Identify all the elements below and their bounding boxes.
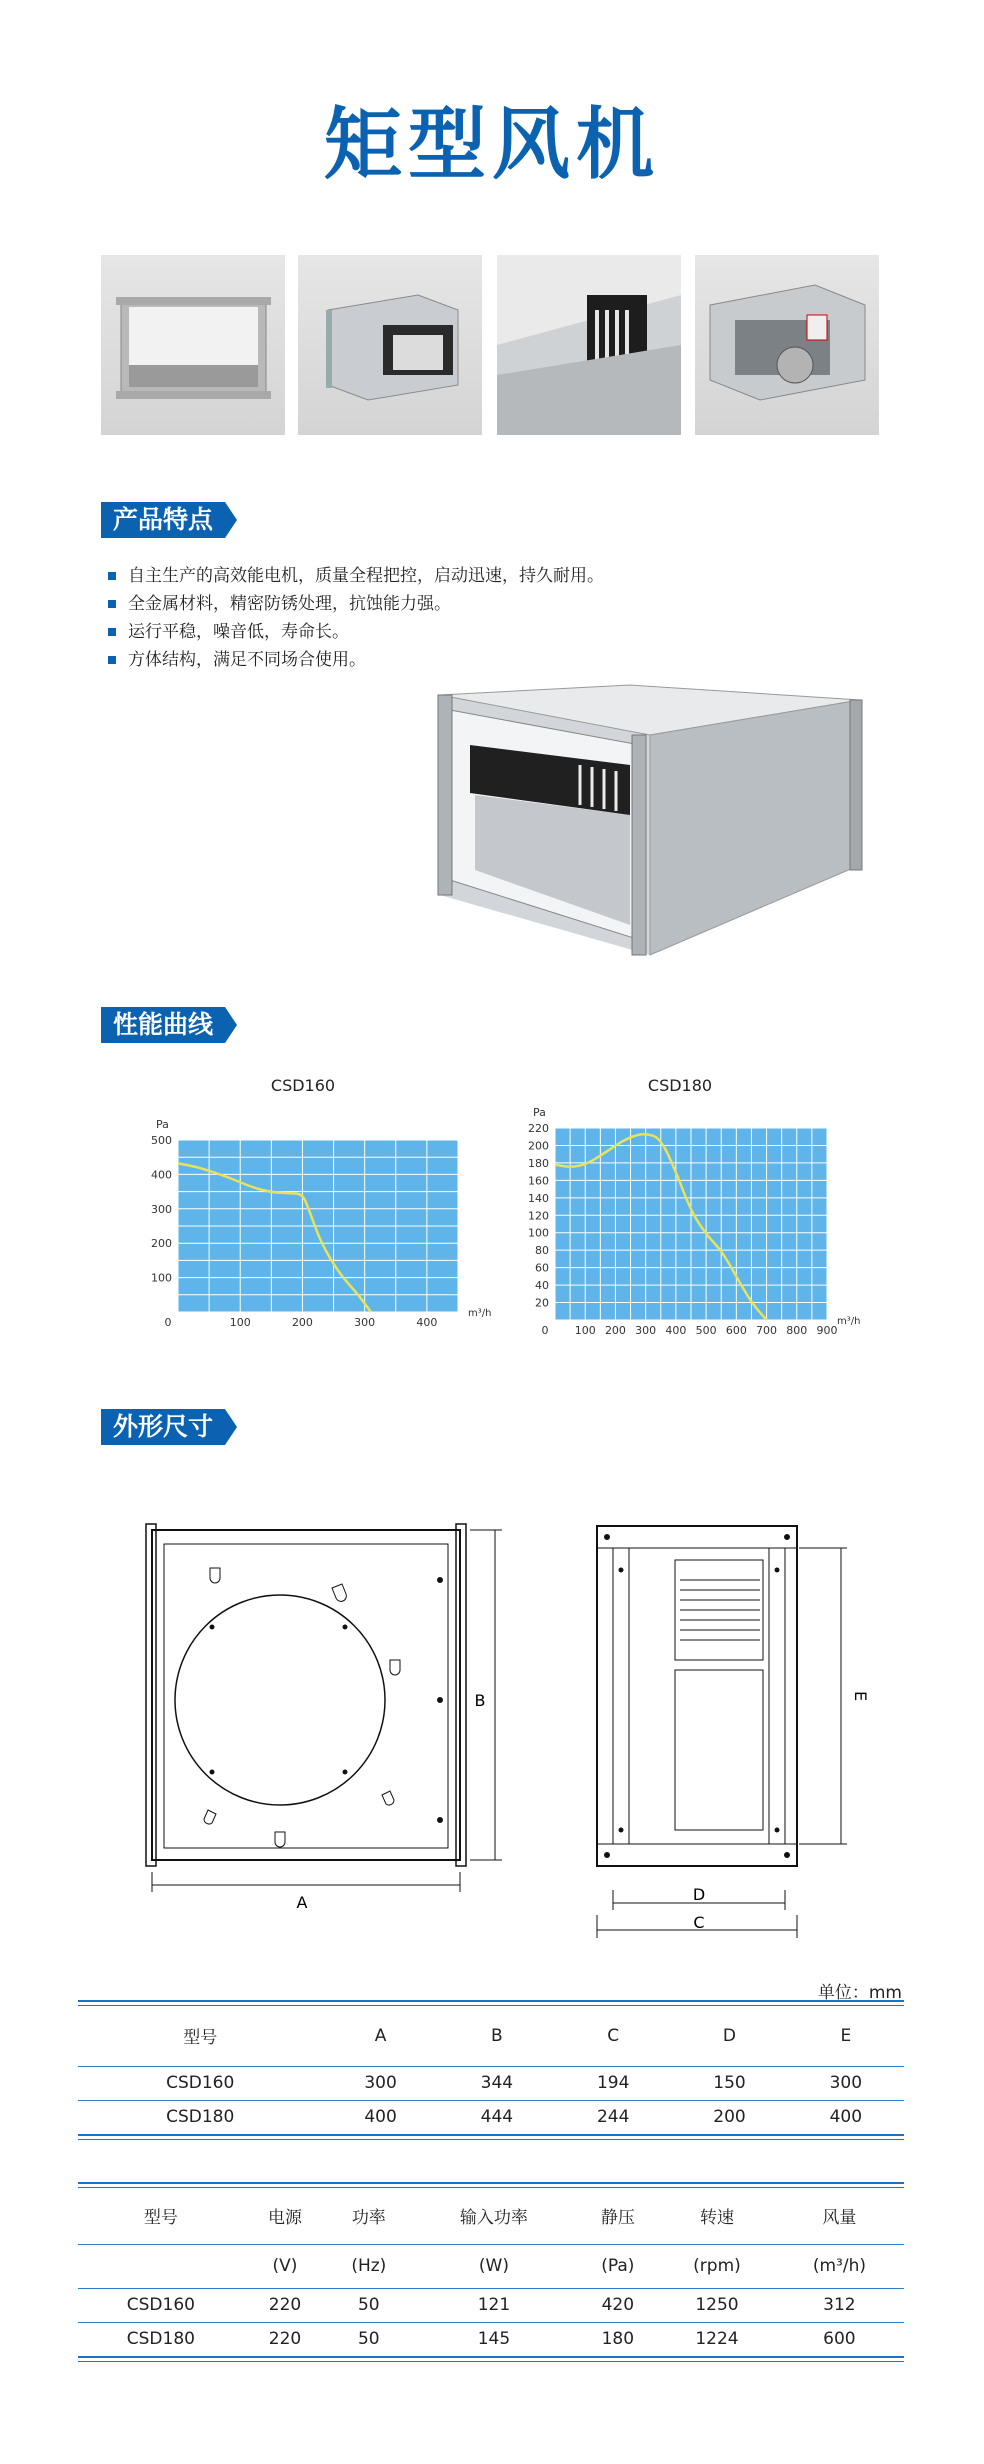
table-row (78, 2100, 904, 2134)
table-row (78, 2066, 904, 2100)
table-cell: 300 (364, 2073, 397, 2093)
table-row (78, 2288, 904, 2322)
table-cell: 300 (829, 2073, 863, 2093)
page-title: 矩型风机 (323, 100, 660, 190)
table-cell: 312 (823, 2295, 856, 2315)
table-unit: (V) (272, 2256, 298, 2276)
x-tick-label: 500 (695, 1324, 717, 1337)
feature-item: 方体结构，满足不同场合使用。 (108, 646, 604, 674)
dimension-drawing-side (585, 1510, 875, 1950)
y-tick-label: 120 (528, 1209, 549, 1223)
table-header: 风量 (822, 2208, 857, 2229)
y-tick-label: 100 (528, 1226, 549, 1240)
x-axis-label: m³/h (837, 1316, 861, 1327)
y-axis-label: Pa (533, 1106, 546, 1119)
table-header: A (374, 2025, 387, 2046)
chart-title-csd180: CSD180 (647, 1076, 713, 1095)
table-cell: 180 (601, 2329, 635, 2350)
y-tick-label: 40 (535, 1279, 549, 1293)
table-cell: 400 (364, 2107, 397, 2128)
table-unit (78, 2244, 244, 2288)
table-row (78, 2322, 904, 2356)
y-tick-label: 220 (528, 1122, 549, 1135)
unit-label: 单位：mm (817, 1983, 902, 2003)
y-tick-label: 300 (151, 1202, 172, 1216)
table-cell: CSD180 (126, 2329, 195, 2350)
feature-item: 运行平稳，噪音低，寿命长。 (108, 618, 604, 646)
table-cell: 194 (596, 2073, 630, 2093)
table-header: 静压 (600, 2208, 635, 2229)
y-tick-label: 500 (151, 1134, 172, 1147)
table-unit: (W) (478, 2256, 509, 2276)
x-tick-label: 0 (164, 1316, 172, 1329)
table-header: 电源 (268, 2208, 302, 2229)
table-cell: 121 (477, 2295, 511, 2315)
product-main-photo (420, 665, 870, 965)
section-tag-features: 产品特点 (101, 502, 225, 538)
dimension-drawing-front (140, 1510, 520, 1910)
table-header: 输入功率 (459, 2208, 528, 2229)
table-cell: 344 (480, 2073, 514, 2093)
chart-title-csd160: CSD160 (270, 1076, 336, 1095)
product-photo-side (298, 255, 482, 435)
y-tick-label: 100 (151, 1271, 172, 1285)
table-cell: 50 (357, 2329, 380, 2350)
table-cell: 145 (477, 2329, 511, 2350)
product-photo-front (101, 255, 285, 435)
section-tag-dimensions: 外形尺寸 (101, 1409, 225, 1445)
table-cell: 220 (268, 2295, 302, 2315)
feature-item: 自主生产的高效能电机，质量全程把控，启动迅速，持久耐用。 (108, 562, 604, 590)
x-tick-label: 200 (291, 1316, 313, 1329)
x-tick-label: 400 (416, 1316, 438, 1329)
y-tick-label: 80 (535, 1244, 549, 1258)
dim-label-d: D (692, 1885, 706, 1904)
parameter-table (78, 2182, 904, 2362)
x-tick-label: 0 (541, 1324, 549, 1337)
x-axis-label: m³/h (468, 1308, 492, 1319)
table-header: 功率 (351, 2208, 386, 2229)
dim-label-a: A (296, 1893, 308, 1910)
table-cell: 420 (601, 2295, 635, 2315)
y-tick-label: 140 (528, 1191, 549, 1205)
y-tick-label: 200 (151, 1237, 172, 1251)
x-tick-label: 100 (229, 1316, 251, 1329)
table-cell: 200 (713, 2107, 746, 2128)
x-tick-label: 400 (665, 1324, 687, 1337)
section-tag-performance: 性能曲线 (101, 1007, 225, 1043)
y-tick-label: 20 (535, 1296, 549, 1310)
feature-list (108, 562, 604, 674)
table-cell: 150 (713, 2073, 746, 2093)
performance-chart-csd180 (520, 1090, 880, 1350)
y-tick-label: 180 (528, 1156, 549, 1170)
table-header: D (722, 2025, 737, 2046)
table-cell: CSD160 (126, 2295, 195, 2315)
y-tick-label: 160 (528, 1174, 549, 1188)
x-tick-label: 900 (816, 1324, 838, 1337)
table-header: C (607, 2025, 620, 2046)
dim-label-c: C (693, 1913, 705, 1932)
table-unit: (rpm) (693, 2256, 741, 2276)
table-unit: (Pa) (601, 2256, 635, 2276)
table-header: E (840, 2025, 852, 2046)
feature-item: 全金属材料，精密防锈处理，抗蚀能力强。 (108, 590, 604, 618)
x-tick-label: 600 (725, 1324, 747, 1337)
table-unit: (Hz) (351, 2256, 387, 2276)
table-cell: 244 (596, 2107, 630, 2128)
performance-chart-csd160 (140, 1090, 500, 1330)
table-cell: CSD160 (166, 2073, 235, 2093)
table-cell: 444 (480, 2107, 514, 2128)
table-cell: CSD180 (166, 2107, 235, 2128)
table-header: 型号 (183, 2028, 218, 2049)
product-photo-motor (695, 255, 879, 435)
y-tick-label: 400 (151, 1168, 172, 1182)
y-tick-label: 60 (535, 1261, 549, 1275)
x-tick-label: 200 (604, 1324, 626, 1337)
x-tick-label: 300 (635, 1324, 657, 1337)
table-header: 转速 (699, 2208, 734, 2229)
dim-label-b: B (474, 1691, 486, 1710)
table-unit: (m³/h) (812, 2256, 866, 2276)
y-tick-label: 200 (528, 1139, 549, 1153)
product-photo-closeup (497, 255, 681, 435)
x-tick-label: 700 (756, 1324, 778, 1337)
table-cell: 600 (823, 2329, 856, 2350)
table-cell: 1250 (695, 2295, 739, 2315)
x-tick-label: 800 (786, 1324, 808, 1337)
y-axis-label: Pa (156, 1118, 169, 1131)
table-cell: 400 (829, 2107, 863, 2128)
dimension-table (78, 2000, 904, 2140)
x-tick-label: 100 (574, 1324, 596, 1337)
table-cell: 50 (357, 2295, 380, 2315)
table-header: B (491, 2025, 503, 2046)
table-cell: 220 (268, 2329, 302, 2350)
table-header: 型号 (143, 2208, 178, 2229)
x-tick-label: 300 (354, 1316, 376, 1329)
dim-label-e: E (851, 1690, 870, 1702)
table-cell: 1224 (695, 2329, 739, 2350)
